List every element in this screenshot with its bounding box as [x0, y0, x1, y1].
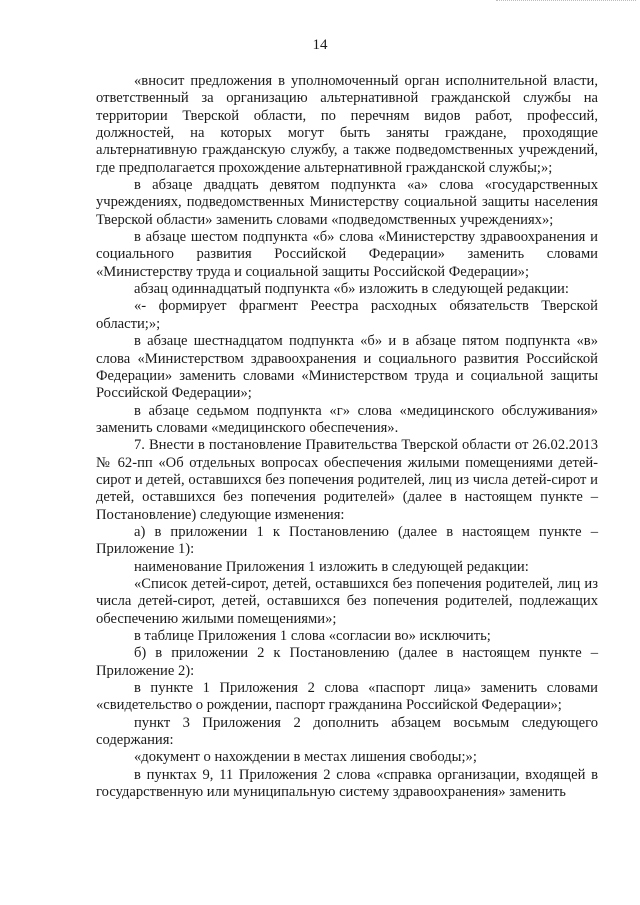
paragraph: а) в приложении 1 к Постановлению (далее в настоящем пункте – Приложение 1):	[96, 523, 598, 558]
paragraph: в пунктах 9, 11 Приложения 2 слова «справка организации, входящей в государственную или муниципальную систему здравоохранения» заменить	[96, 766, 598, 801]
paragraph: в пункте 1 Приложения 2 слова «паспорт лица» заменить словами «свидетельство о рождении, паспорт гражданина Российской Федерации»;	[96, 680, 598, 714]
paragraph: в абзаце двадцать девятом подпункта «а» слова «государственных учреждениях, подведомственных Министерству социальной защиты населения Тверской области» заменить словами «подведомственных учреждениях»;	[96, 177, 598, 228]
paragraph: «Список детей-сирот, детей, оставшихся без попечения родителей, лиц из числа детей-сирот, детей, оставшихся без попечения родителей, подлежащих обеспечению жилыми помещениями»;	[96, 575, 598, 627]
paragraph: абзац одиннадцатый подпункта «б» изложить в следующей редакции:	[134, 281, 569, 298]
paragraph: «документ о нахождении в местах лишения свободы;»;	[134, 749, 477, 766]
paragraph: «- формирует фрагмент Реестра расходных обязательств Тверской области;»;	[96, 298, 598, 332]
paragraph: б) в приложении 2 к Постановлению (далее в настоящем пункте – Приложение 2):	[96, 645, 598, 679]
scan-edge-mark	[496, 0, 636, 5]
paragraph: наименование Приложения 1 изложить в следующей редакции:	[134, 558, 529, 575]
paragraph: в таблице Приложения 1 слова «согласии во» исключить;	[134, 628, 491, 644]
paragraph: «вносит предложения в уполномоченный орган исполнительной власти, ответственный за организацию альтернативной гражданской службы на территории Тверской области, по перечням видов работ, профессий, должностей, на которых могут быть заняты граждане, проходящие альтернативную гражданскую службу, а также подведомственных учреждений, где предполагается прохождение альтернативной гражданской службы;»;	[96, 73, 598, 176]
paragraph: в абзаце седьмом подпункта «г» слова «медицинского обслуживания» заменить словами «медицинского обеспечения».	[96, 402, 598, 436]
paragraph: в абзаце шестом подпункта «б» слова «Министерству здравоохранения и социального развития Российской Федерации» заменить словами «Министерству труда и социальной защиты Российской Федерации»;	[96, 229, 598, 280]
paragraph: пункт 3 Приложения 2 дополнить абзацем восьмым следующего содержания:	[96, 714, 598, 749]
paragraph: в абзаце шестнадцатом подпункта «б» и в абзаце пятом подпункта «в» слова «Министерством здравоохранения и социального развития Российской Федерации» заменить словами «Министерством труда и социальной защиты Российской Федерации»;	[96, 333, 598, 402]
page-number: 14	[312, 37, 328, 53]
document-body	[96, 73, 598, 801]
paragraph: 7. Внести в постановление Правительства Тверской области от 26.02.2013 № 62-пп «Об отдельных вопросах обеспечения жилыми помещениями детей-сирот и детей, оставшихся без попечения родителей, лиц из числа детей-сирот и детей, оставшихся без попечения родителей» (далее в настоящем пункте – Постановление) следующие изменения:	[96, 437, 598, 523]
